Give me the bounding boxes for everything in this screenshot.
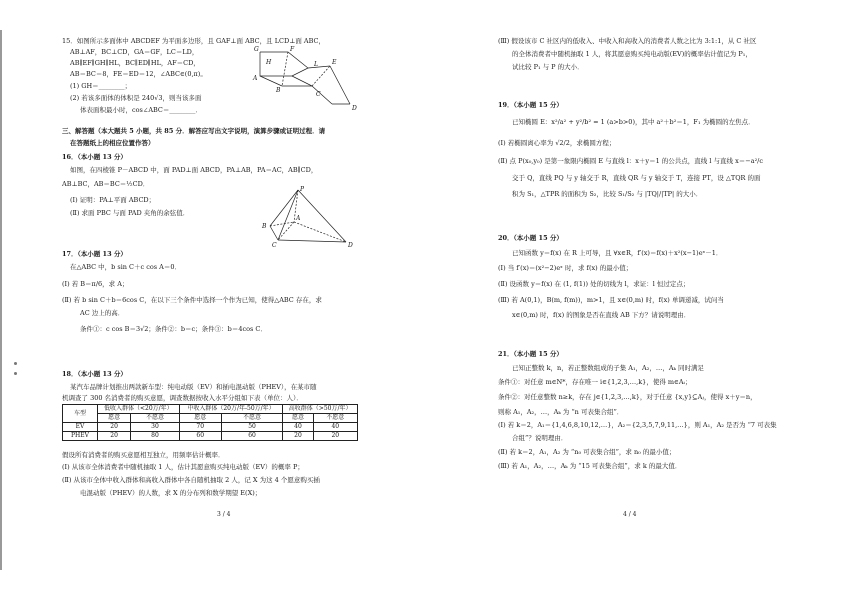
section-heading: 三、解答题（本大题共 5 小题，共 85 分．解答应写出文字说明，演算步骤或证明过程．请 — [62, 127, 326, 135]
table-cell: 60 — [221, 432, 283, 441]
q21-line: (Ⅰ) 若 k＝2，A₁＝{1,4,6,8,10,12,…}，A₂＝{2,3,5,7,9,11,…}，则 A₁，A₂ 是否为 “7 可表集 — [498, 421, 777, 429]
table-cell: 20 — [98, 432, 131, 441]
q20-line: (Ⅰ) 当 f′(x)＝(x²−2)eˣ 时，求 f(x) 的最小值； — [498, 264, 633, 272]
q16-figure — [260, 186, 356, 248]
q20-line: x∈(0,m) 时，f(x) 的图象是否在直线 AB 下方？请说明理由． — [512, 311, 691, 319]
q15-fig-label: D — [352, 105, 357, 112]
q15-line: (1) GH＝________； — [70, 82, 132, 90]
q16-fig-label: B — [262, 223, 267, 230]
q15-fig-label: E — [332, 59, 337, 66]
right-page — [498, 0, 798, 596]
table-cell: 70 — [179, 423, 221, 432]
table-cell: 20 — [98, 423, 131, 432]
q18-line: (Ⅰ) 从该市全体消费者中随机抽取 1 人，估计其愿意购买纯电动版（EV）的概率 P； — [62, 463, 304, 471]
q15-line: AB∥EF∥GH∥HL，BC∥ED∥HL，AF＝CD， — [70, 59, 200, 67]
left-page — [62, 0, 402, 596]
q16-fig-label: A — [296, 215, 301, 222]
q17-line: AC 边上的高． — [80, 309, 125, 317]
scan-speck — [14, 362, 17, 365]
q21-heading: 21．（本小题 15 分） — [498, 350, 563, 358]
q19-line: (Ⅰ) 若椭圆离心率为 √2/2，求椭圆方程； — [498, 139, 616, 147]
table-cell: 20 — [283, 432, 313, 441]
q21-line: (Ⅲ) 若 A₁，A₂，…，Aₖ 为 “15 可表集合组”，求 k 的最大值． — [498, 462, 682, 470]
q15-fig-label: A — [253, 75, 258, 82]
q21-line: (Ⅱ) 若 k＝2，A₁，A₂ 为 “n₀ 可表集合组”，求 n₀ 的最小值； — [498, 448, 676, 456]
q15-fig-label: C — [316, 91, 321, 98]
q15-fig-label: L — [314, 61, 318, 68]
q17-line: (Ⅱ) 若 b sin C＋b＝6cos C，在以下三个条件中选择一个作为已知，使得△ABC 存在，求 — [62, 296, 322, 304]
q15-line: AB＝BC＝8，FE＝ED＝12，∠ABC∈(0,π)。 — [70, 70, 207, 78]
table-group-header: 低收入群体（<20万/年） — [98, 405, 180, 414]
q15-fig-label: B — [276, 87, 281, 94]
q15-line: (2) 若该多面体的体积是 240√3，则当该多面 — [70, 94, 202, 102]
q18-heading: 18．（本小题 13 分） — [62, 370, 127, 378]
page-number: 4 / 4 — [623, 511, 637, 518]
q18-line: 假设所有消费者的购买意愿相互独立，用频率估计概率． — [62, 451, 225, 459]
q17-line: 条件①：c cos B＝3√2；条件②：b＝c；条件③：b＝4cos C． — [80, 325, 267, 333]
table-corner: 车型 — [63, 405, 98, 423]
q18-line: (Ⅲ) 假设该市 C 社区内的低收入、中收入和高收入的消费者人数之比为 3:1:1，从 C 社区 — [498, 37, 757, 45]
q19-line: (Ⅱ) 点 P(x₀,y₀) 是第一象限内椭圆 E 与直线 l：x＋y＝1 的公共点，直线 l 与直线 x＝−a²/c — [498, 157, 764, 165]
table-group-header: 高收群体（>50万/年） — [283, 405, 358, 414]
table-row-label: EV — [63, 423, 98, 432]
q20-line: 已知函数 y＝f(x) 在 R 上可导，且 ∀x∈R，f′(x)＝f(x)＋x²(x−1)eˣ－1． — [512, 249, 723, 257]
q19-heading: 19．（本小题 15 分） — [498, 101, 563, 109]
q18-line: 某汽车品牌计划推出两款新车型：纯电动版（EV）和插电混动版（PHEV），在某市随 — [70, 383, 317, 391]
table-cell: 30 — [131, 423, 180, 432]
q20-heading: 20．（本小题 15 分） — [498, 234, 563, 242]
table-subheader: 不愿意 — [131, 414, 180, 423]
table-cell: 50 — [221, 423, 283, 432]
table-group-header: 中收入群体（20万/年-50万/年） — [179, 405, 283, 414]
q17-line: (Ⅰ) 若 B＝π/6，求 A； — [62, 280, 129, 288]
q21-line: 合组”？说明理由． — [512, 434, 568, 442]
table-subheader: 愿意 — [283, 414, 313, 423]
q15-fig-label: G — [254, 46, 259, 53]
q21-line: 条件①：对任意 m∈N*，存在唯一 i∈{1,2,3,…,k}，使得 m∈Aᵢ； — [498, 378, 692, 386]
q15-line: 15．如图所示多面体中 ABCDEF 为平面多边形，且 GAF⊥面 ABC，且 LCD⊥面 ABC， — [62, 37, 325, 45]
q15-line: 体表面积最小时，cos∠ABC＝________． — [80, 106, 202, 114]
q15-fig-label: F — [290, 46, 295, 53]
q16-line: AB⊥BC，AB＝BC＝½CD． — [62, 180, 150, 188]
q19-line: 交于 Q，直线 PQ 与 y 轴交于 R，直线 QR 与 y 轴交于 T，连接 PT，设 △TQR 的面 — [512, 174, 761, 182]
page-number: 3 / 4 — [217, 511, 231, 518]
q18-line: 机调查了 300 名消费者的购买意愿，调查数据按收入水平分组如下表（单位：人）． — [62, 394, 303, 402]
q18-line: 的全体消费者中随机抽取 1 人，将其愿意购买纯电动版(EV)的概率估计值记为 P₁， — [512, 50, 752, 58]
q17-heading: 17．（本小题 13 分） — [62, 250, 127, 258]
table-subheader: 愿意 — [98, 414, 131, 423]
table-row-label: PHEV — [63, 432, 98, 441]
table-cell: 60 — [179, 432, 221, 441]
q16-line: 如图，在四棱锥 P－ABCD 中，面 PAD⊥面 ABCD，PA⊥AB，PA＝AC，AB∥CD， — [70, 166, 318, 174]
table-subheader: 不愿意 — [313, 414, 357, 423]
q21-line: 则称 A₁，A₂，…，Aₖ 为 “n 可表集合组”． — [498, 408, 624, 416]
q19-line: 已知椭圆 E：x²/a² + y²/b² = 1 (a>b>0)，其中 a²＋b²＝1，F₁ 为椭圆的左焦点． — [512, 118, 755, 126]
q18-line: 试比较 P₁ 与 P 的大小． — [512, 63, 584, 71]
q20-line: (Ⅲ) 若 A(0,1)，B(m, f(m))，m>1，且 x∈(0,m) 时，f(x) 单调递减，试问当 — [498, 296, 724, 304]
q18-line: (Ⅱ) 从该市全体中收入群体和高收入群体中各自随机抽取 2 人，记 X 为这 4 个愿意购买插 — [62, 476, 320, 484]
scan-edge-left — [0, 30, 2, 570]
q21-line: 已知正整数 k，n，若正整数组成的子集 A₁，A₂，…，Aₖ 同时满足 — [512, 364, 704, 372]
q16-heading: 16．（本小题 13 分） — [62, 153, 127, 161]
q19-line: 积为 S₁，△TPR 的面积为 S₂，比较 S₁/S₂ 与 |TQ|/|TP| 的大小． — [512, 190, 703, 198]
q16-line: (Ⅰ) 证明：PA⊥平面 ABCD； — [70, 196, 156, 204]
scan-speck — [14, 372, 17, 375]
q17-line: 在△ABC 中，b sin C＋c cos A＝0． — [70, 263, 181, 271]
table-row — [63, 423, 358, 432]
survey-table — [62, 404, 358, 441]
q16-line: (Ⅱ) 求面 PBC 与面 PAD 夹角的余弦值． — [70, 209, 190, 217]
section-heading: 在答题纸上的相应位置作答） — [70, 139, 155, 147]
q20-line: (Ⅱ) 设函数 y＝f(x) 在 (1, f(1)) 处的切线为 l，求证：l 恒过定点； — [498, 280, 690, 288]
q16-fig-label: D — [348, 242, 353, 248]
q18-line: 电混动版（PHEV）的人数，求 X 的分布列和数学期望 E(X)； — [80, 489, 262, 497]
q15-line: AB⊥AF，BC⊥CD，GA＝GF，LC＝LD， — [70, 48, 199, 56]
table-cell: 80 — [131, 432, 180, 441]
table-subheader: 不愿意 — [221, 414, 283, 423]
table-subheader: 愿意 — [179, 414, 221, 423]
q21-line: 条件②：对任意整数 n≥k，存在 j∈{1,2,3,…,k}，对于任意 {x,y}⊆Aⱼ，使得 x＋y＝n， — [498, 393, 757, 401]
table-row — [63, 405, 358, 414]
table-cell: 40 — [283, 423, 313, 432]
table-row — [63, 414, 358, 423]
table-cell: 40 — [313, 423, 357, 432]
table-row — [63, 432, 358, 441]
table-cell: 20 — [313, 432, 357, 441]
q15-figure — [252, 46, 362, 114]
q16-fig-label: P — [300, 186, 305, 193]
q16-fig-label: C — [272, 242, 277, 248]
q15-fig-label: H — [266, 59, 272, 66]
